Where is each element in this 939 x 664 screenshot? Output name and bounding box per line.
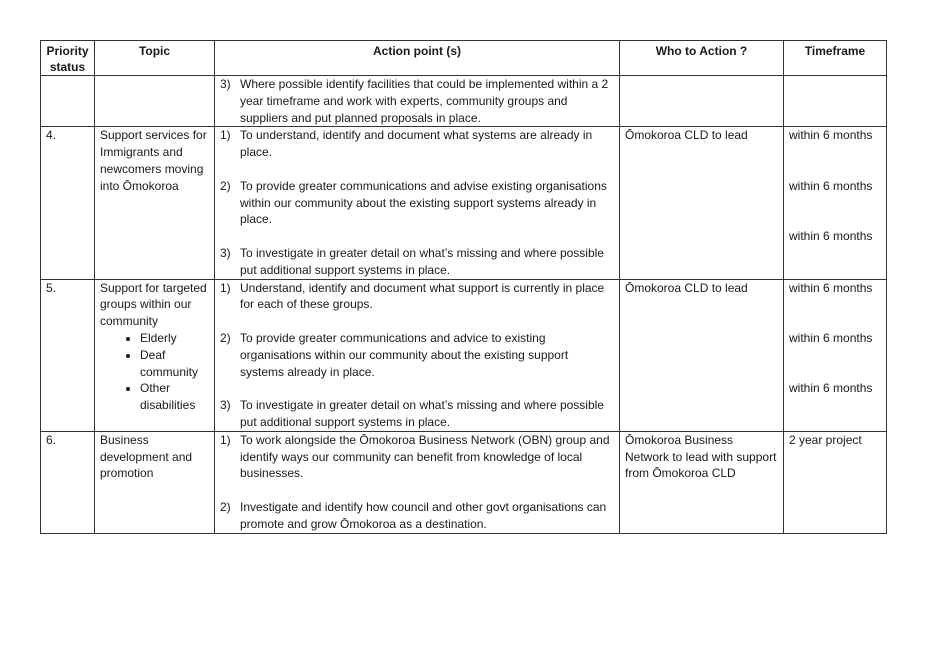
- action-number: 3): [220, 77, 231, 91]
- header-row: [41, 41, 887, 76]
- table-row: [41, 127, 887, 279]
- header-priority: Priority status: [41, 41, 95, 76]
- action-text: To investigate in greater detail on what’s missing and where possible put additional support systems in place.: [240, 245, 604, 277]
- action-item: [220, 178, 614, 228]
- priority-cell: 6.: [41, 431, 95, 533]
- topic-cell: [95, 76, 215, 127]
- timeframe-cell: [784, 431, 887, 533]
- header-topic: Topic: [95, 41, 215, 76]
- timeframe-cell: [784, 127, 887, 279]
- action-cell: [215, 279, 620, 431]
- priority-cell: 5.: [41, 279, 95, 431]
- action-item: [220, 127, 614, 161]
- timeframe-value: within 6 months: [789, 229, 873, 244]
- topic-cell: Business development and promotion: [95, 431, 215, 533]
- table-row: [41, 76, 887, 127]
- action-text: Understand, identify and document what support is currently in place for each of these groups.: [240, 280, 605, 312]
- action-item: [220, 397, 614, 431]
- action-number: 2): [220, 499, 231, 514]
- action-number: 1): [220, 432, 231, 447]
- topic-group-item: • Other disabilities: [140, 380, 209, 414]
- table-row: [41, 431, 887, 533]
- topic-group-list: [100, 330, 209, 414]
- action-item: [220, 280, 614, 314]
- timeframe-cell: [784, 279, 887, 431]
- timeframe-cell: [784, 76, 887, 127]
- topic-group-item: • Elderly: [140, 330, 209, 347]
- action-number: 1): [220, 128, 231, 143]
- action-text: To investigate in greater detail on what’s missing and where possible put additional support systems in place.: [240, 398, 604, 429]
- action-number: 3): [220, 245, 231, 260]
- timeframe-value: within 6 months: [789, 128, 873, 143]
- action-item: [220, 432, 614, 482]
- action-text: To provide greater communications and advice to existing organisations within our community about the existing support systems already in place.: [240, 330, 569, 379]
- action-item: [220, 330, 614, 380]
- timeframe-value: within 6 months: [789, 178, 873, 193]
- action-text: To understand, identify and document what systems are already in place.: [240, 128, 593, 160]
- priority-cell: 4.: [41, 127, 95, 279]
- topic-cell: [95, 279, 215, 431]
- action-number: 2): [220, 330, 231, 345]
- action-text: To work alongside the Ōmokoroa Business Network (OBN) group and identify ways our community can benefit from knowledge of local businesses.: [240, 432, 610, 481]
- who-cell: Ōmokoroa CLD to lead: [620, 127, 784, 279]
- header-action: Action point (s): [215, 41, 620, 76]
- timeframe-value: 2 year project: [789, 432, 862, 447]
- header-timeframe: Timeframe: [784, 41, 887, 76]
- priority-cell: [41, 76, 95, 127]
- action-item: [220, 499, 614, 533]
- action-number: 2): [220, 178, 231, 193]
- action-item: [220, 76, 614, 126]
- action-item: [220, 245, 614, 279]
- table-row: [41, 279, 887, 431]
- action-plan-table: [40, 40, 887, 534]
- header-who: Who to Action ?: [620, 41, 784, 76]
- topic-group-item: • Deaf community: [140, 347, 209, 381]
- action-text: To provide greater communications and advise existing organisations within our community about the existing support systems already in place.: [240, 178, 607, 227]
- who-cell: [620, 76, 784, 127]
- who-cell: Ōmokoroa Business Network to lead with support from Ōmokoroa CLD: [620, 431, 784, 533]
- topic-cell: Support services for Immigrants and newcomers moving into Ōmokoroa: [95, 127, 215, 279]
- action-number: 3): [220, 398, 231, 413]
- action-text: Where possible identify facilities that could be implemented within a 2 year timeframe and work with experts, community groups and suppliers and put planned proposals in place.: [240, 77, 609, 125]
- action-cell: [215, 431, 620, 533]
- timeframe-value: within 6 months: [789, 381, 873, 396]
- action-text: Investigate and identify how council and other govt organisations can promote and grow Ōmokoroa as a destination.: [240, 499, 607, 531]
- action-number: 1): [220, 280, 231, 295]
- who-cell: Ōmokoroa CLD to lead: [620, 279, 784, 431]
- action-cell: [215, 76, 620, 127]
- timeframe-value: within 6 months: [789, 330, 873, 345]
- action-cell: [215, 127, 620, 279]
- topic-text: Support for targeted groups within our community: [100, 280, 207, 329]
- timeframe-value: within 6 months: [789, 280, 873, 295]
